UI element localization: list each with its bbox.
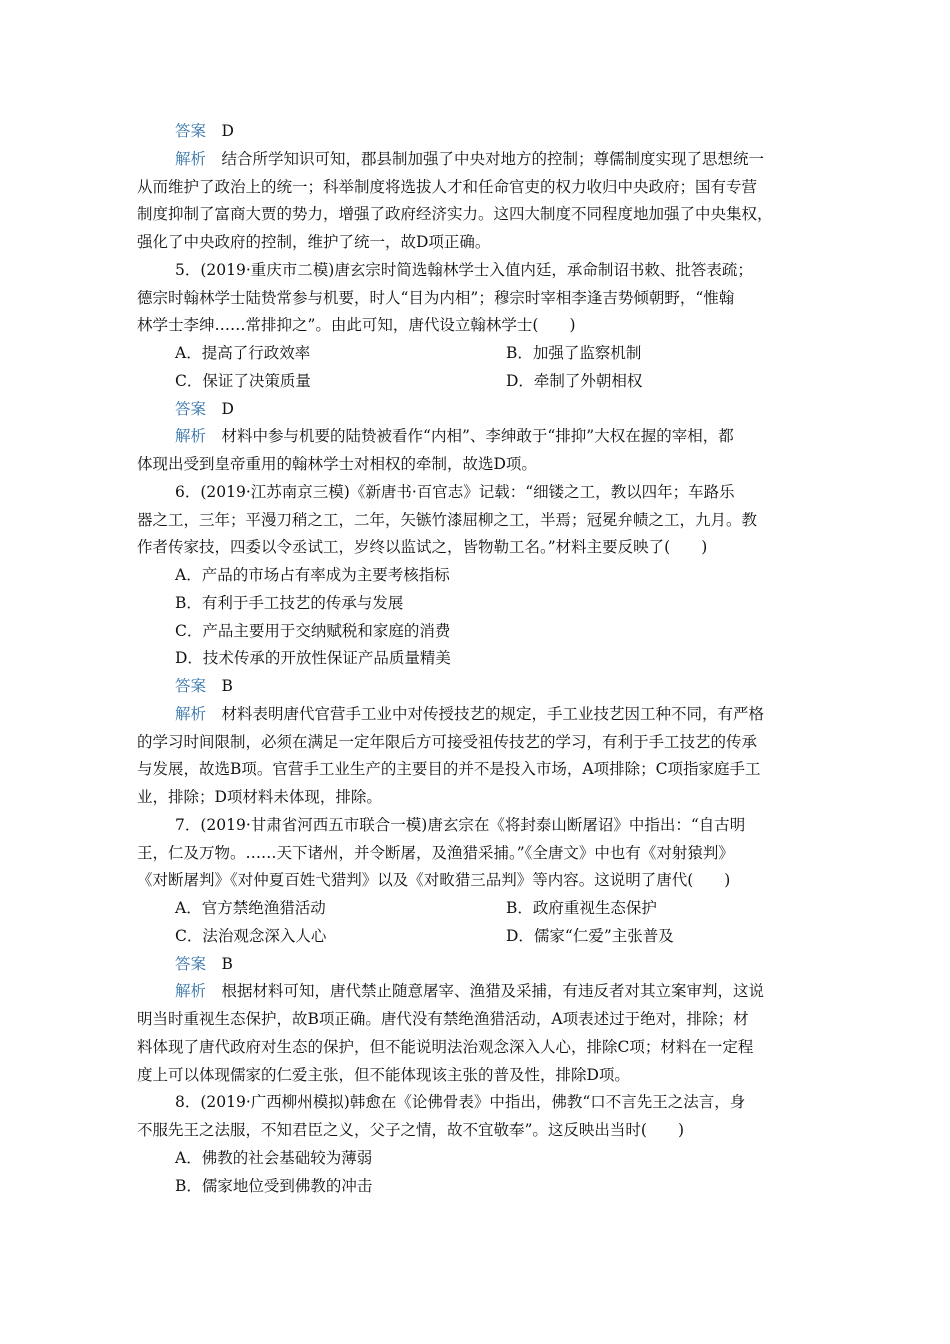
question-stem: 7．(2019·甘肃省河西五市联合一模)唐玄宗在《将封泰山断屠诏》中指出：“自古明 xyxy=(175,815,746,834)
option-d: D．儒家“仁爱”主张普及 xyxy=(506,926,674,945)
question-stem: 德宗时翰林学士陆贽常参与机要，时人“目为内相”；穆宗时宰相李逢吉势倾朝野，“惟翰 xyxy=(137,288,735,307)
analysis-label: 解析 xyxy=(175,149,207,168)
answer-value: D xyxy=(221,399,234,418)
question-stem: 作者传家技，四委以令丞试工，岁终以监试之，皆物勒工名。”材料主要反映了( ) xyxy=(137,538,708,557)
analysis-line: 制度抑制了富商大贾的势力，增强了政府经济实力。这四大制度不同程度地加强了中央集权， xyxy=(137,205,773,224)
analysis-line: 度上可以体现儒家的仁爱主张，但不能体现该主张的普及性，排除D项。 xyxy=(137,1065,630,1084)
answer-value: D xyxy=(221,122,234,140)
analysis-line: 料体现了唐代政府对生态的保护，但不能说明法治观念深入人心，排除C项；材料在一定程 xyxy=(137,1037,754,1056)
options-row xyxy=(137,368,817,396)
question-stem: 王，仁及万物。……天下诸州，并令断屠，及渔猎采捕。”《全唐文》中也有《对射猿判》 xyxy=(137,843,734,862)
question-stem: 林学士李绅……常排抑之”。由此可知，唐代设立翰林学士( ) xyxy=(137,316,576,335)
answer-line xyxy=(137,673,817,701)
answer-line xyxy=(137,396,817,424)
analysis-line: 业，排除；D项材料未体现，排除。 xyxy=(137,788,382,806)
analysis-label: 解析 xyxy=(175,427,207,446)
analysis-line: 与发展，故选B项。官营手工业生产的主要目的并不是投入市场，A项排除；C项指家庭手工 xyxy=(137,760,761,779)
question-stem: 《对断屠判》《对仲夏百姓弋猎判》以及《对畋猎三品判》等内容。这说明了唐代( ) xyxy=(137,871,731,890)
analysis-line: 解析 根据材料可知，唐代禁止随意屠宰、渔猎及采捕，有违反者对其立案审判，这说 xyxy=(175,982,765,1001)
question-stem: 8．(2019·广西柳州模拟)韩愈在《论佛骨表》中指出，佛教“口不言先王之法言，身 xyxy=(175,1093,746,1112)
option-c: C．保证了决策质量 xyxy=(175,371,311,390)
option-d: D．技术传承的开放性保证产品质量精美 xyxy=(175,649,451,668)
analysis-line: 解析 材料表明唐代官营手工业中对传授技艺的规定，手工业技艺因工种不同，有严格 xyxy=(175,704,765,723)
analysis-line: 明当时重视生态保护，故B项正确。唐代没有禁绝渔猎活动，A项表述过于绝对，排除；材 xyxy=(137,1010,749,1028)
question-stem: 5．(2019·重庆市二模)唐玄宗时简选翰林学士入值内廷，承命制诏书敕、批答表疏； xyxy=(175,260,753,279)
answer-label: 答案 xyxy=(175,954,207,973)
options-row xyxy=(137,895,817,923)
question-stem: 不服先王之法服，不知君臣之义，父子之情，故不宜敬奉”。这反映出当时( ) xyxy=(137,1121,685,1139)
answer-line xyxy=(137,951,817,979)
answer-label: 答案 xyxy=(175,677,207,695)
analysis-line: 的学习时间限制，必须在满足一定年限后方可接受祖传技艺的学习，有利于手工技艺的传承 xyxy=(137,732,758,751)
analysis-line: 解析 结合所学知识可知，郡县制加强了中央对地方的控制；尊儒制度实现了思想统一 xyxy=(175,149,765,168)
option-b: B．政府重视生态保护 xyxy=(506,899,657,917)
option-a: A．产品的市场占有率成为主要考核指标 xyxy=(175,566,450,584)
analysis-line: 从而维护了政治上的统一；科举制度将选拔人才和任命官吏的权力收归中央政府；国有专营 xyxy=(137,177,758,196)
option-b: B．加强了监察机制 xyxy=(506,344,642,362)
question-stem: 6．(2019·江苏南京三模)《新唐书·百官志》记载：“细镂之工，教以四年；车路乐 xyxy=(175,482,735,501)
analysis-label: 解析 xyxy=(175,982,207,1001)
option-b: B．儒家地位受到佛教的冲击 xyxy=(175,1176,373,1195)
options-row xyxy=(137,340,817,368)
analysis-label: 解析 xyxy=(175,704,207,723)
option-c: C．法治观念深入人心 xyxy=(175,926,327,945)
answer-line xyxy=(137,118,817,146)
answer-label: 答案 xyxy=(175,399,207,418)
option-a: A．提高了行政效率 xyxy=(175,344,311,362)
option-c: C．产品主要用于交纳赋税和家庭的消费 xyxy=(175,621,451,640)
document-page xyxy=(137,118,817,1200)
analysis-line: 强化了中央政府的控制，维护了统一，故D项正确。 xyxy=(137,233,491,251)
answer-label: 答案 xyxy=(175,122,207,140)
analysis-line: 解析 材料中参与机要的陆贽被看作“内相”、李绅敢于“排抑”大权在握的宰相，都 xyxy=(175,427,734,446)
option-b: B．有利于手工技艺的传承与发展 xyxy=(175,593,404,612)
option-a: A．官方禁绝渔猎活动 xyxy=(175,899,326,917)
option-d: D．牵制了外朝相权 xyxy=(506,371,643,390)
option-a: A．佛教的社会基础较为薄弱 xyxy=(175,1148,373,1167)
options-row xyxy=(137,923,817,951)
answer-value: B xyxy=(221,954,233,973)
answer-value: B xyxy=(221,677,233,695)
analysis-line: 体现出受到皇帝重用的翰林学士对相权的牵制，故选D项。 xyxy=(137,455,537,473)
question-stem: 器之工，三年；平漫刀稍之工，二年，矢镞竹漆屈柳之工，半焉；冠冕弁帻之工，九月。教 xyxy=(137,510,758,529)
